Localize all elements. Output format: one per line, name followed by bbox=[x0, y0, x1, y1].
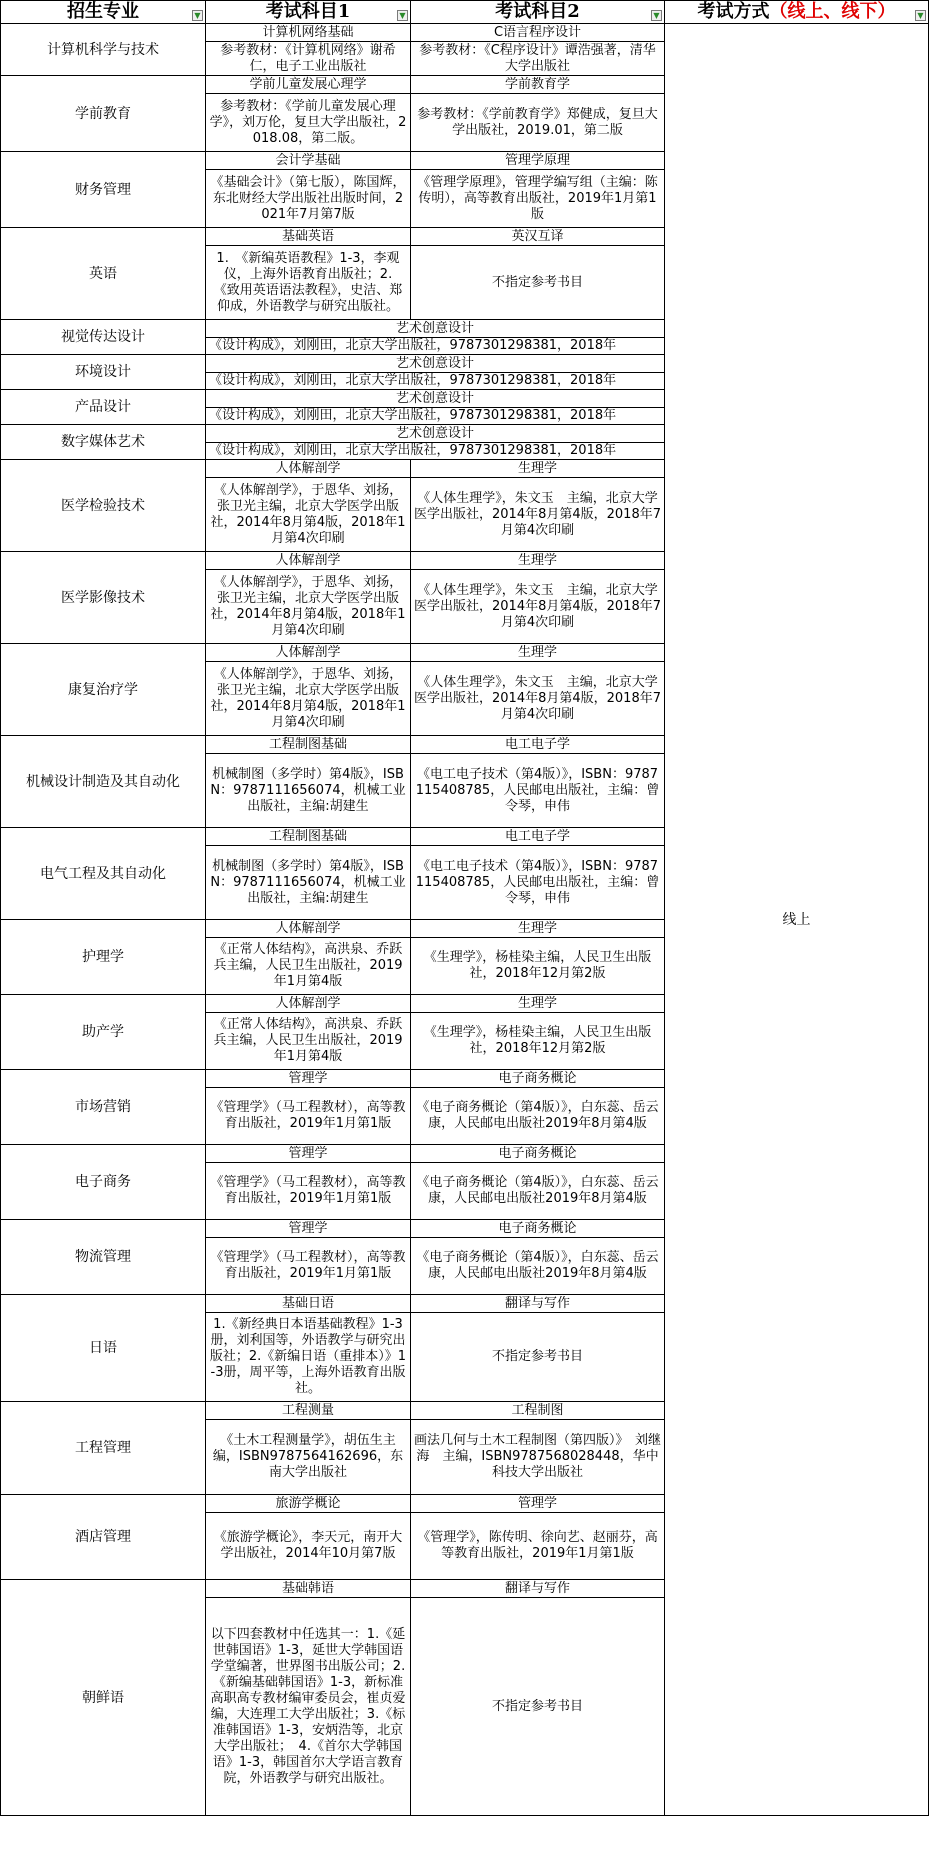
subject2-cell: 管理学原理 bbox=[411, 152, 665, 170]
subject2-cell: 翻译与写作 bbox=[411, 1580, 665, 1598]
book1-cell: 《土木工程测量学》，胡伍生主编，ISBN9787564162696，东南大学出版社 bbox=[206, 1420, 411, 1495]
subject1-cell: 艺术创意设计 bbox=[206, 390, 665, 408]
major-cell: 数字媒体艺术 bbox=[1, 425, 206, 460]
book1-cell: 《管理学》（马工程教材），高等教育出版社，2019年1月第1版 bbox=[206, 1163, 411, 1220]
subject1-cell: 计算机网络基础 bbox=[206, 24, 411, 42]
subject2-cell: 生理学 bbox=[411, 920, 665, 938]
book2-cell: 《管理学原理》，管理学编写组（主编：陈传明），高等教育出版社，2019年1月第1版 bbox=[411, 170, 665, 228]
major-cell: 市场营销 bbox=[1, 1070, 206, 1145]
subject1-cell: 旅游学概论 bbox=[206, 1495, 411, 1513]
book2-cell: 不指定参考书目 bbox=[411, 1598, 665, 1816]
subject2-cell: 生理学 bbox=[411, 552, 665, 570]
subject2-cell: C语言程序设计 bbox=[411, 24, 665, 42]
header-major: 招生专业 ▼ bbox=[1, 1, 206, 24]
book1-cell: 《设计构成》，刘刚田，北京大学出版社，9787301298381，2018年 bbox=[206, 408, 665, 425]
book2-cell: 《人体生理学》，朱文玉 主编，北京大学医学出版社，2014年8月第4版，2018年7月第4次印刷 bbox=[411, 570, 665, 644]
major-cell: 产品设计 bbox=[1, 390, 206, 425]
subject1-cell: 工程制图基础 bbox=[206, 736, 411, 754]
major-cell: 工程管理 bbox=[1, 1402, 206, 1495]
header-subject2: 考试科目2 ▼ bbox=[411, 1, 665, 24]
book1-cell: 《人体解剖学》，于恩华、刘扬，张卫光主编，北京大学医学出版社，2014年8月第4版，2018年1月第4次印刷 bbox=[206, 478, 411, 552]
subject1-cell: 工程制图基础 bbox=[206, 828, 411, 846]
subject1-cell: 艺术创意设计 bbox=[206, 425, 665, 443]
book1-cell: 以下四套教材中任选其一：1.《延世韩国语》1-3，延世大学韩国语学堂编著，世界图书出版公司；2.《新编基础韩国语》1-3，新标准高职高专教材编审委员会，崔贞爱编，大连理工大学出版社；3.《标准韩国语》1-3，安炳浩等，北京大学出版社； 4.《首尔大学韩国语》1-3，韩国首尔大学语言教育院，外语教学与研究出版社。 bbox=[206, 1598, 411, 1816]
major-cell: 英语 bbox=[1, 228, 206, 320]
book1-cell: 《人体解剖学》，于恩华、刘扬，张卫光主编，北京大学医学出版社，2014年8月第4版，2018年1月第4次印刷 bbox=[206, 662, 411, 736]
major-cell: 环境设计 bbox=[1, 355, 206, 390]
major-cell: 视觉传达设计 bbox=[1, 320, 206, 355]
book1-cell: 《正常人体结构》，高洪泉、乔跃兵主编，人民卫生出版社，2019年1月第4版 bbox=[206, 938, 411, 995]
major-cell: 物流管理 bbox=[1, 1220, 206, 1295]
major-cell: 电气工程及其自动化 bbox=[1, 828, 206, 920]
subject1-cell: 人体解剖学 bbox=[206, 995, 411, 1013]
subject2-cell: 电子商务概论 bbox=[411, 1220, 665, 1238]
header-subject1: 考试科目1 ▼ bbox=[206, 1, 411, 24]
book2-cell: 参考教材：《C程序设计》谭浩强著，清华大学出版社 bbox=[411, 42, 665, 76]
table-row bbox=[1, 24, 929, 42]
dropdown-filter-icon[interactable]: ▼ bbox=[192, 10, 203, 21]
book1-cell: 《设计构成》，刘刚田，北京大学出版社，9787301298381，2018年 bbox=[206, 338, 665, 355]
major-cell: 电子商务 bbox=[1, 1145, 206, 1220]
book2-cell: 《管理学》，陈传明、徐向艺、赵丽芬，高等教育出版社，2019年1月第1版 bbox=[411, 1513, 665, 1580]
subject1-cell: 管理学 bbox=[206, 1070, 411, 1088]
subject1-cell: 基础英语 bbox=[206, 228, 411, 246]
header-row bbox=[1, 1, 929, 24]
major-cell: 朝鲜语 bbox=[1, 1580, 206, 1816]
subject2-cell: 工程制图 bbox=[411, 1402, 665, 1420]
major-cell: 机械设计制造及其自动化 bbox=[1, 736, 206, 828]
book1-cell: 《管理学》（马工程教材），高等教育出版社，2019年1月第1版 bbox=[206, 1238, 411, 1295]
book2-cell: 《人体生理学》，朱文玉 主编，北京大学医学出版社，2014年8月第4版，2018年7月第4次印刷 bbox=[411, 662, 665, 736]
subject2-cell: 管理学 bbox=[411, 1495, 665, 1513]
subject1-cell: 人体解剖学 bbox=[206, 552, 411, 570]
subject2-cell: 电工电子学 bbox=[411, 736, 665, 754]
book2-cell: 不指定参考书目 bbox=[411, 1313, 665, 1402]
book2-cell: 不指定参考书目 bbox=[411, 246, 665, 320]
subject1-cell: 基础韩语 bbox=[206, 1580, 411, 1598]
major-cell: 计算机科学与技术 bbox=[1, 24, 206, 76]
subject2-cell: 电子商务概论 bbox=[411, 1145, 665, 1163]
book2-cell: 《电子商务概论（第4版）》，白东蕊、岳云康，人民邮电出版社2019年8月第4版 bbox=[411, 1088, 665, 1145]
book1-cell: 参考教材：《学前儿童发展心理学》，刘万伦，复旦大学出版社，2018.08，第二版。 bbox=[206, 94, 411, 152]
book1-cell: 机械制图（多学时）第4版》，ISBN：9787111656074，机械工业出版社，主编:胡建生 bbox=[206, 754, 411, 828]
dropdown-filter-icon[interactable]: ▼ bbox=[915, 10, 926, 21]
subject1-cell: 基础日语 bbox=[206, 1295, 411, 1313]
subject1-cell: 工程测量 bbox=[206, 1402, 411, 1420]
book1-cell: 《管理学》（马工程教材），高等教育出版社，2019年1月第1版 bbox=[206, 1088, 411, 1145]
major-cell: 医学影像技术 bbox=[1, 552, 206, 644]
subject1-cell: 管理学 bbox=[206, 1145, 411, 1163]
subject2-cell: 生理学 bbox=[411, 644, 665, 662]
book1-cell: 《设计构成》，刘刚田，北京大学出版社，9787301298381，2018年 bbox=[206, 373, 665, 390]
subject2-cell: 学前教育学 bbox=[411, 76, 665, 94]
major-cell: 医学检验技术 bbox=[1, 460, 206, 552]
book2-cell: 《电子商务概论（第4版）》，白东蕊、岳云康，人民邮电出版社2019年8月第4版 bbox=[411, 1163, 665, 1220]
subject2-cell: 电工电子学 bbox=[411, 828, 665, 846]
major-cell: 护理学 bbox=[1, 920, 206, 995]
book2-cell: 《电工电子技术（第4版）》，ISBN：9787115408785，人民邮电出版社，主编：曾令琴，申伟 bbox=[411, 846, 665, 920]
subject1-cell: 会计学基础 bbox=[206, 152, 411, 170]
book1-cell: 参考教材：《计算机网络》谢希仁，电子工业出版社 bbox=[206, 42, 411, 76]
subject1-cell: 人体解剖学 bbox=[206, 644, 411, 662]
major-cell: 学前教育 bbox=[1, 76, 206, 152]
subject1-cell: 学前儿童发展心理学 bbox=[206, 76, 411, 94]
major-cell: 财务管理 bbox=[1, 152, 206, 228]
book2-cell: 画法几何与土木工程制图（第四版）》 刘继海 主编，ISBN9787568028448，华中科技大学出版社 bbox=[411, 1420, 665, 1495]
major-cell: 助产学 bbox=[1, 995, 206, 1070]
subject1-cell: 人体解剖学 bbox=[206, 920, 411, 938]
book1-cell: 《旅游学概论》，李天元，南开大学出版社，2014年10月第7版 bbox=[206, 1513, 411, 1580]
dropdown-filter-icon[interactable]: ▼ bbox=[397, 10, 408, 21]
subject1-cell: 艺术创意设计 bbox=[206, 320, 665, 338]
book1-cell: 1. 《新编英语教程》1-3，李观仪，上海外语教育出版社；2. 《致用英语语法教程》，史洁、郑仰成，外语教学与研究出版社。 bbox=[206, 246, 411, 320]
subject2-cell: 电子商务概论 bbox=[411, 1070, 665, 1088]
book1-cell: 《人体解剖学》，于恩华、刘扬，张卫光主编，北京大学医学出版社，2014年8月第4版，2018年1月第4次印刷 bbox=[206, 570, 411, 644]
subject2-cell: 翻译与写作 bbox=[411, 1295, 665, 1313]
dropdown-filter-icon[interactable]: ▼ bbox=[651, 10, 662, 21]
book1-cell: 1.《新经典日本语基础教程》1-3册，刘利国等，外语教学与研究出版社；2.《新编日语（重排本）》1-3册，周平等，上海外语教育出版社。 bbox=[206, 1313, 411, 1402]
book1-cell: 机械制图（多学时）第4版》，ISBN：9787111656074，机械工业出版社，主编:胡建生 bbox=[206, 846, 411, 920]
major-cell: 康复治疗学 bbox=[1, 644, 206, 736]
header-exam-method: 考试方式（线上、线下） ▼ bbox=[665, 1, 929, 24]
exam-method-cell: 线上 bbox=[665, 24, 929, 1816]
book1-cell: 《基础会计》（第七版），陈国辉，东北财经大学出版社出版时间，2021年7月第7版 bbox=[206, 170, 411, 228]
subject2-cell: 英汉互译 bbox=[411, 228, 665, 246]
book2-cell: 《生理学》，杨桂染主编，人民卫生出版社，2018年12月第2版 bbox=[411, 1013, 665, 1070]
subject1-cell: 管理学 bbox=[206, 1220, 411, 1238]
book1-cell: 《正常人体结构》，高洪泉、乔跃兵主编，人民卫生出版社，2019年1月第4版 bbox=[206, 1013, 411, 1070]
subject1-cell: 艺术创意设计 bbox=[206, 355, 665, 373]
subject2-cell: 生理学 bbox=[411, 995, 665, 1013]
major-cell: 酒店管理 bbox=[1, 1495, 206, 1580]
book2-cell: 《电工电子技术（第4版）》，ISBN：9787115408785，人民邮电出版社，主编：曾令琴，申伟 bbox=[411, 754, 665, 828]
book2-cell: 《人体生理学》，朱文玉 主编，北京大学医学出版社，2014年8月第4版，2018年7月第4次印刷 bbox=[411, 478, 665, 552]
major-cell: 日语 bbox=[1, 1295, 206, 1402]
book2-cell: 《生理学》，杨桂染主编，人民卫生出版社，2018年12月第2版 bbox=[411, 938, 665, 995]
book2-cell: 参考教材：《学前教育学》郑健成，复旦大学出版社，2019.01，第二版 bbox=[411, 94, 665, 152]
subject1-cell: 人体解剖学 bbox=[206, 460, 411, 478]
book1-cell: 《设计构成》，刘刚田，北京大学出版社，9787301298381，2018年 bbox=[206, 443, 665, 460]
book2-cell: 《电子商务概论（第4版）》，白东蕊、岳云康，人民邮电出版社2019年8月第4版 bbox=[411, 1238, 665, 1295]
subject2-cell: 生理学 bbox=[411, 460, 665, 478]
